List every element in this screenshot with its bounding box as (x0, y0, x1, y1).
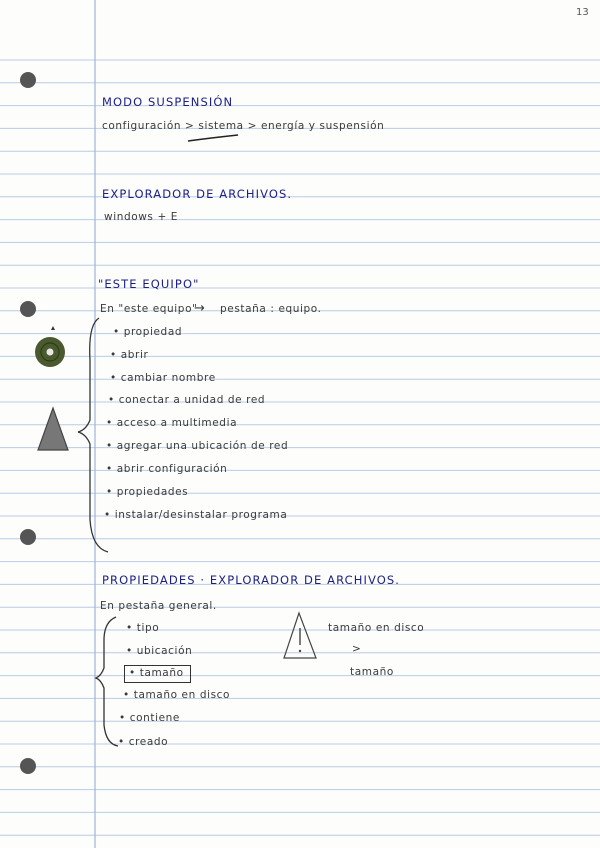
equipo-item-agregar-ubicacion: • agregar una ubicación de red (106, 440, 289, 452)
note-tamano: tamaño (350, 666, 394, 678)
equipo-item-instalar: • instalar/desinstalar programa (104, 509, 288, 521)
equipo-item-acceso-multimedia: • acceso a multimedia (106, 417, 238, 429)
propiedades-item-tamano-disco: • tamaño en disco (123, 689, 231, 701)
triangle-doodle-icon (38, 408, 68, 450)
binder-hole (20, 72, 36, 88)
equipo-item-propiedad: • propiedad (113, 326, 183, 338)
propiedades-item-tamano-boxed: • tamaño (124, 665, 191, 683)
brace-propiedades (96, 617, 118, 746)
binder-hole (20, 301, 36, 317)
sistema-underline (188, 135, 238, 141)
arrow-icon: → (194, 301, 206, 316)
note-greater-than: > (352, 643, 362, 655)
binder-hole (20, 529, 36, 545)
section-title-este-equipo: "ESTE EQUIPO" (98, 277, 200, 291)
warning-icon (284, 613, 316, 658)
equipo-item-abrir: • abrir (110, 349, 149, 361)
propiedades-item-creado: • creado (118, 736, 169, 748)
equipo-item-abrir-configuracion: • abrir configuración (106, 463, 228, 475)
path-modo-suspension: configuración > sistema > energía y suspensión (102, 120, 385, 132)
equipo-item-propiedades: • propiedades (106, 486, 189, 498)
equipo-item-cambiar-nombre: • cambiar nombre (110, 372, 216, 384)
propiedades-item-tipo: • tipo (126, 622, 160, 634)
propiedades-subtitle: En pestaña general. (100, 600, 217, 612)
shortcut-explorador: windows + E (104, 211, 179, 223)
page-number: 13 (576, 7, 589, 18)
section-title-explorador: EXPLORADOR DE ARCHIVOS. (102, 187, 293, 201)
binder-hole (20, 758, 36, 774)
section-title-modo-suspension: MODO SUSPENSIÓN (102, 95, 234, 109)
propiedades-item-ubicacion: • ubicación (126, 645, 193, 657)
section-title-propiedades: PROPIEDADES · EXPLORADOR DE ARCHIVOS. (102, 573, 401, 587)
equipo-intro-prefix: En "este equipo" (100, 303, 198, 315)
propiedades-item-contiene: • contiene (119, 712, 180, 724)
disc-doodle-icon (35, 326, 65, 367)
equipo-intro-suffix: pestaña : equipo. (220, 303, 322, 315)
equipo-item-conectar-unidad: • conectar a unidad de red (108, 394, 266, 406)
note-tamano-en-disco: tamaño en disco (328, 622, 425, 634)
